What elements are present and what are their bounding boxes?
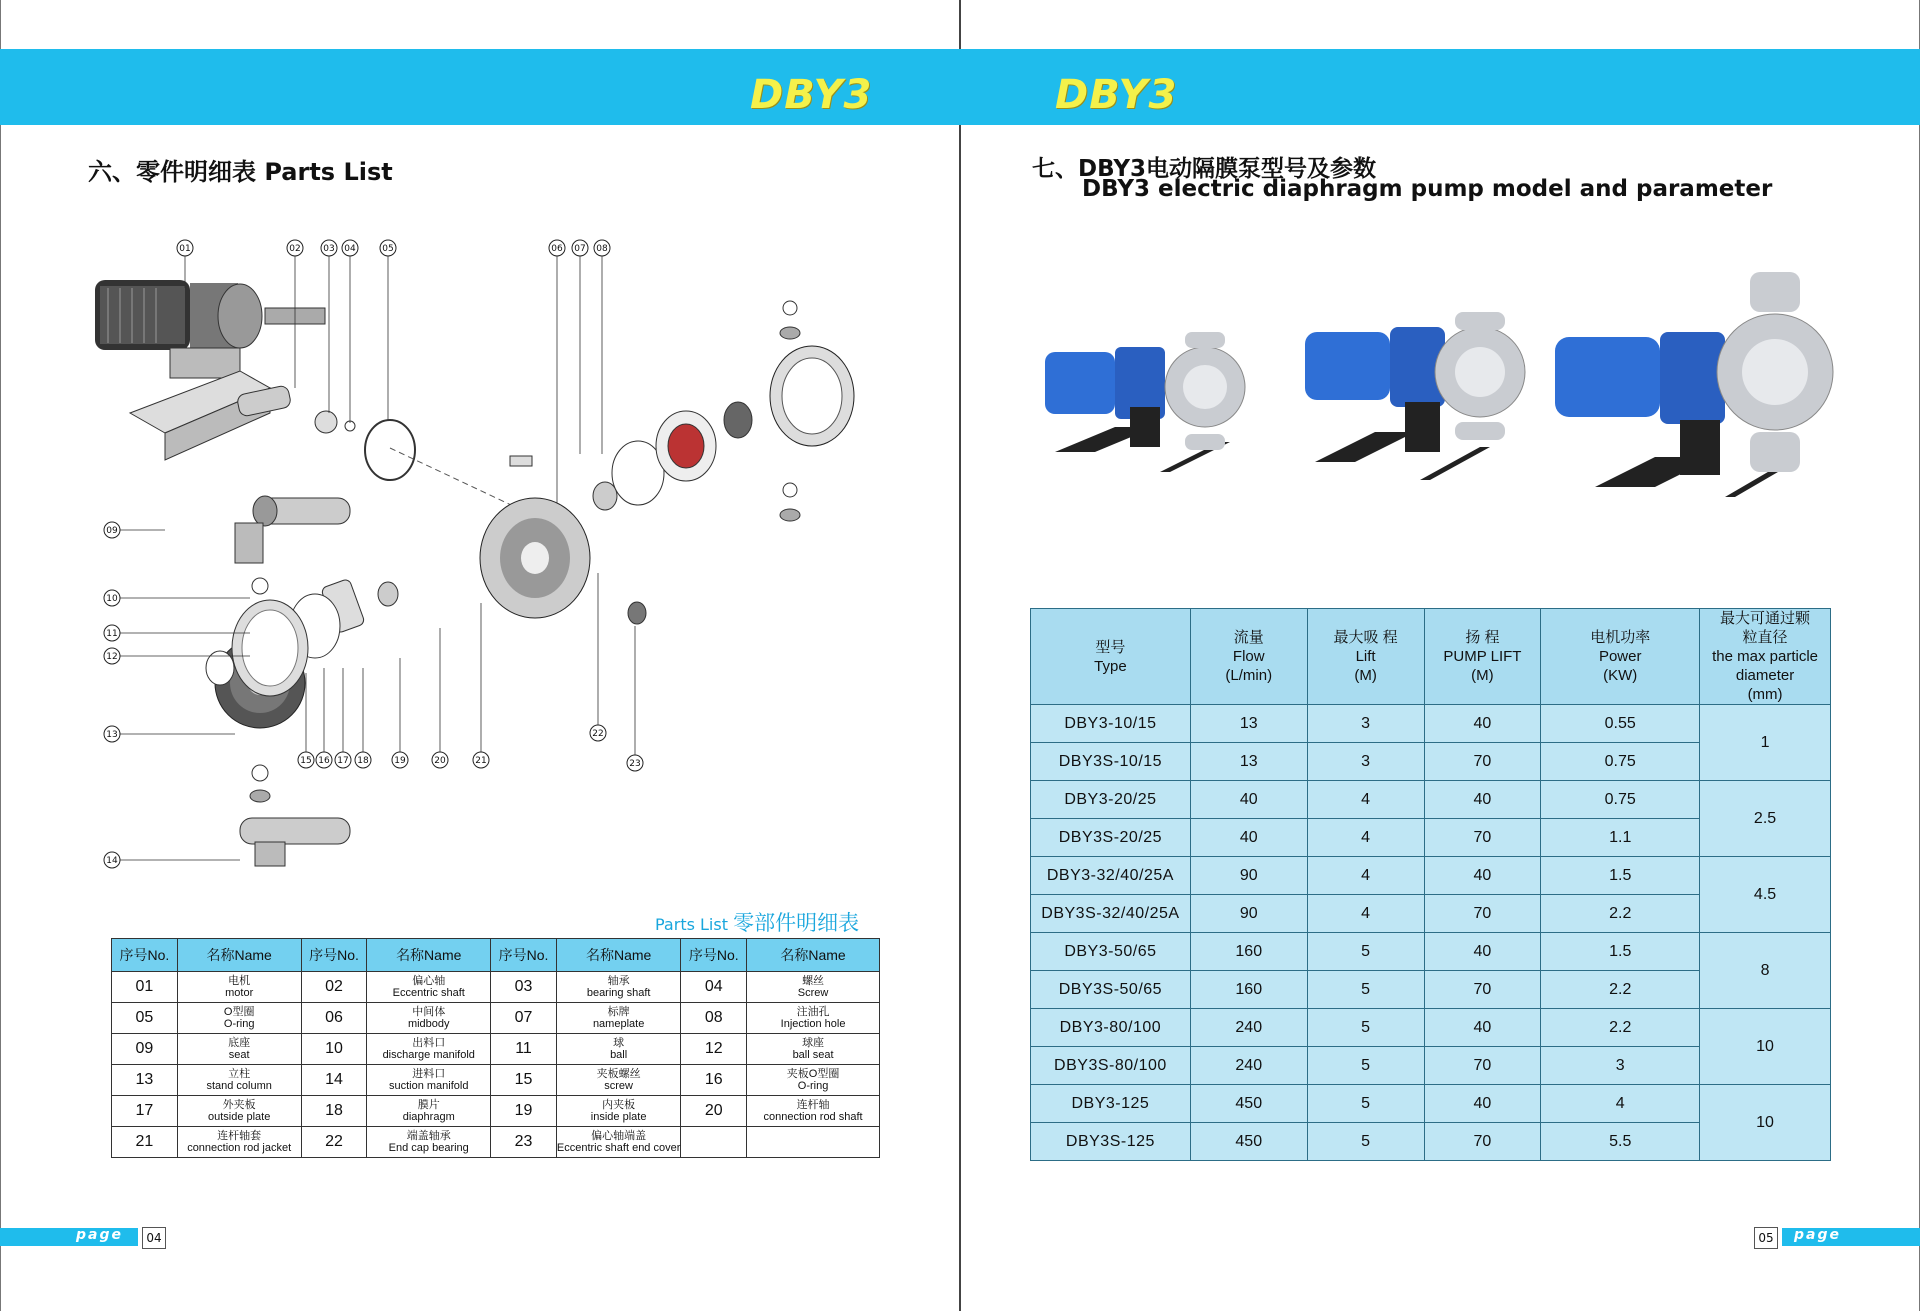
model-type: DBY3S-125: [1031, 1123, 1191, 1161]
lift-value: 4: [1307, 857, 1424, 895]
part-name: [177, 1127, 301, 1158]
part-name-en: O-ring: [223, 1018, 255, 1030]
spec-col-header-line: (M): [1471, 667, 1494, 684]
part-name-en: midbody: [407, 1018, 450, 1030]
power-value: 2.2: [1541, 1009, 1700, 1047]
parts-list-heading: 六、零件明细表 Parts List: [88, 158, 393, 186]
model-type: DBY3S-10/15: [1031, 743, 1191, 781]
model-type: DBY3-32/40/25A: [1031, 857, 1191, 895]
part-name: [747, 1034, 880, 1065]
part-name: [556, 1096, 681, 1127]
part-name-cn: 偏心轴: [412, 975, 446, 987]
midbody-illustration: [480, 498, 590, 618]
part-name-en: connection rod shaft: [763, 1111, 863, 1123]
part-number: 15: [491, 1065, 557, 1096]
callout-05: 05: [382, 244, 394, 254]
part-name-en: discharge manifold: [382, 1049, 475, 1061]
callout-13: 13: [106, 730, 118, 740]
spec-table-row: [1031, 1009, 1831, 1047]
particle-diameter-value: 10: [1700, 1085, 1831, 1161]
spec-col-header-line: (KW): [1603, 667, 1638, 684]
part-name-cn: 进料口: [412, 1068, 446, 1080]
spec-col-header: [1700, 609, 1831, 705]
part-number: 16: [681, 1065, 747, 1096]
part-name: [556, 972, 681, 1003]
suction-manifold-illustration: [240, 818, 350, 866]
particle-diameter-value: 8: [1700, 933, 1831, 1009]
spec-col-header-line: PUMP LIFT: [1443, 648, 1522, 665]
model-parameter-table: [1030, 608, 1831, 1161]
spec-col-header-line: 型号: [1095, 638, 1126, 656]
parts-table-row: [112, 1003, 880, 1034]
footer-page-label-right: page: [1794, 1227, 1841, 1243]
model-type: DBY3-20/25: [1031, 781, 1191, 819]
flow-value: 450: [1190, 1085, 1307, 1123]
footer-page-label-left: page: [76, 1227, 123, 1243]
part-number: 11: [491, 1034, 557, 1065]
parts-table-row: [112, 1034, 880, 1065]
power-value: 4: [1541, 1085, 1700, 1123]
pump-lift-value: 40: [1424, 1009, 1541, 1047]
parts-caption-cn: 零部件明细表: [733, 911, 860, 935]
part-name: [747, 1127, 880, 1158]
spec-col-header: [1541, 609, 1700, 705]
pump-photo-medium: [1305, 312, 1525, 480]
parts-table-header: [112, 939, 880, 972]
model-parameter-heading-en: DBY3 electric diaphragm pump model and parameter: [1082, 176, 1773, 202]
spec-col-header-line: Type: [1094, 657, 1127, 675]
part-name: [556, 1003, 681, 1034]
power-value: 3: [1541, 1047, 1700, 1085]
pump-photos: [1035, 262, 1840, 502]
parts-caption-en: Parts List: [655, 915, 728, 934]
model-type: DBY3-10/15: [1031, 705, 1191, 743]
part-number: 03: [491, 972, 557, 1003]
part-name: [367, 1127, 491, 1158]
part-number: 23: [491, 1127, 557, 1158]
spec-col-header-line: 粒直径: [1742, 629, 1788, 646]
part-name-cn: 注油孔: [796, 1006, 830, 1018]
part-name-en: ball seat: [792, 1049, 834, 1061]
col-header-name: 名称Name: [747, 939, 880, 972]
callout-08: 08: [596, 244, 608, 254]
callout-07: 07: [574, 244, 586, 254]
flow-value: 90: [1190, 857, 1307, 895]
model-type: DBY3-80/100: [1031, 1009, 1191, 1047]
spec-col-header-line: 流量: [1233, 629, 1264, 646]
spec-col-header-line: (M): [1354, 667, 1377, 684]
parts-table-row: [112, 972, 880, 1003]
part-name-en: suction manifold: [388, 1080, 469, 1092]
part-name: [367, 972, 491, 1003]
part-name-cn: 电机: [228, 975, 251, 987]
part-name-en: End cap bearing: [388, 1142, 469, 1154]
callout-12: 12: [106, 652, 118, 662]
part-name-cn: 标牌: [607, 1006, 630, 1018]
col-header-name: 名称Name: [367, 939, 491, 972]
flow-value: 160: [1190, 933, 1307, 971]
part-number: 10: [301, 1034, 367, 1065]
model-type: DBY3S-50/65: [1031, 971, 1191, 1009]
part-name-cn: 膜片: [417, 1099, 440, 1111]
flow-value: 13: [1190, 705, 1307, 743]
part-number: 17: [112, 1096, 178, 1127]
lift-value: 5: [1307, 971, 1424, 1009]
lift-value: 5: [1307, 1123, 1424, 1161]
page-number-left: 04: [142, 1227, 166, 1249]
spec-col-header: [1424, 609, 1541, 705]
part-name: [367, 1096, 491, 1127]
power-value: 2.2: [1541, 971, 1700, 1009]
part-name-cn: 中间体: [412, 1006, 446, 1018]
part-name-cn: 底座: [228, 1037, 251, 1049]
model-type: DBY3-50/65: [1031, 933, 1191, 971]
power-value: 0.55: [1541, 705, 1700, 743]
page-number-right: 05: [1754, 1227, 1778, 1249]
part-name: [747, 1065, 880, 1096]
callout-21: 21: [475, 756, 487, 766]
pump-lift-value: 70: [1424, 1047, 1541, 1085]
part-name: [367, 1065, 491, 1096]
part-name-en: Screw: [797, 987, 829, 999]
pump-lift-value: 40: [1424, 781, 1541, 819]
part-name-cn: 夹板O型圈: [786, 1068, 840, 1080]
part-name: [177, 972, 301, 1003]
pump-lift-value: 70: [1424, 743, 1541, 781]
model-type: DBY3S-32/40/25A: [1031, 895, 1191, 933]
spec-table-row: [1031, 705, 1831, 743]
part-name-en: bearing shaft: [586, 987, 651, 999]
parts-table-row: [112, 1127, 880, 1158]
callout-18: 18: [357, 756, 369, 766]
parts-table-row: [112, 1096, 880, 1127]
lift-value: 5: [1307, 1085, 1424, 1123]
power-value: 0.75: [1541, 743, 1700, 781]
part-name: [556, 1034, 681, 1065]
lift-value: 4: [1307, 819, 1424, 857]
brand-title-right: DBY3: [1055, 72, 1178, 118]
part-name-cn: 端盖轴承: [406, 1130, 451, 1142]
flow-value: 40: [1190, 781, 1307, 819]
part-number: [681, 1127, 747, 1158]
part-name-en: seat: [228, 1049, 250, 1061]
callout-22: 22: [592, 729, 604, 739]
callout-11: 11: [106, 629, 118, 639]
part-name-en: Eccentric shaft: [392, 987, 465, 999]
part-name: [177, 1003, 301, 1034]
model-type: DBY3S-20/25: [1031, 819, 1191, 857]
spec-col-header-line: diameter: [1735, 667, 1795, 684]
part-name-en: diaphragm: [402, 1111, 455, 1123]
model-parameter-heading-cn: 七、DBY3电动隔膜泵型号及参数: [1032, 156, 1377, 182]
part-name: [747, 1003, 880, 1034]
flow-value: 240: [1190, 1047, 1307, 1085]
pump-lift-value: 70: [1424, 1123, 1541, 1161]
spec-col-header-line: Power: [1598, 648, 1642, 665]
part-name-en: screw: [604, 1080, 633, 1092]
callout-02: 02: [289, 244, 301, 254]
lift-value: 5: [1307, 1047, 1424, 1085]
particle-diameter-value: 10: [1700, 1009, 1831, 1085]
part-name: [177, 1096, 301, 1127]
part-name: [367, 1003, 491, 1034]
flow-value: 13: [1190, 743, 1307, 781]
part-name-cn: 偏心轴端盖: [591, 1130, 647, 1142]
part-number: 20: [681, 1096, 747, 1127]
particle-diameter-value: 4.5: [1700, 857, 1831, 933]
power-value: 1.5: [1541, 933, 1700, 971]
spec-col-header-line: (L/min): [1225, 667, 1273, 684]
callout-06: 06: [551, 244, 563, 254]
col-header-name: 名称Name: [556, 939, 681, 972]
power-value: 0.75: [1541, 781, 1700, 819]
left-page-edge: [0, 0, 1, 1311]
flow-value: 450: [1190, 1123, 1307, 1161]
part-name-en: nameplate: [592, 1018, 645, 1030]
part-number: 13: [112, 1065, 178, 1096]
part-name-cn: 螺丝: [802, 975, 825, 987]
part-number: 07: [491, 1003, 557, 1034]
motor-illustration: [95, 280, 325, 378]
part-number: 02: [301, 972, 367, 1003]
part-name-cn: 夹板螺丝: [596, 1068, 641, 1080]
part-number: 04: [681, 972, 747, 1003]
parts-table-row: [112, 1065, 880, 1096]
part-number: 12: [681, 1034, 747, 1065]
header-banner: [0, 49, 1920, 125]
model-type: DBY3S-80/100: [1031, 1047, 1191, 1085]
part-name-en: connection rod jacket: [187, 1142, 292, 1154]
page-spine: [959, 0, 961, 1311]
spec-table-row: [1031, 857, 1831, 895]
part-name-cn: 连杆轴套: [217, 1130, 262, 1142]
part-name-cn: O型圈: [223, 1006, 255, 1018]
spec-table-row: [1031, 933, 1831, 971]
pump-lift-value: 70: [1424, 895, 1541, 933]
lift-value: 4: [1307, 781, 1424, 819]
part-number: 06: [301, 1003, 367, 1034]
part-number: 01: [112, 972, 178, 1003]
power-value: 1.5: [1541, 857, 1700, 895]
spec-col-header-line: 最大吸 程: [1333, 629, 1398, 646]
spec-col-header: [1307, 609, 1424, 705]
part-name-en: stand column: [206, 1080, 272, 1092]
callout-14: 14: [106, 856, 118, 866]
col-header-name: 名称Name: [177, 939, 301, 972]
outer-cover-illustration: [770, 346, 854, 446]
callout-15: 15: [300, 756, 312, 766]
power-value: 5.5: [1541, 1123, 1700, 1161]
spec-table-row: [1031, 1085, 1831, 1123]
flow-value: 40: [1190, 819, 1307, 857]
callout-04: 04: [344, 244, 356, 254]
part-name: [367, 1034, 491, 1065]
pump-lift-value: 40: [1424, 1085, 1541, 1123]
part-number: 08: [681, 1003, 747, 1034]
lift-value: 3: [1307, 743, 1424, 781]
col-header-no: 序号No.: [112, 939, 178, 972]
pump-photo-large: [1555, 272, 1833, 497]
callout-17: 17: [337, 756, 349, 766]
part-number: 09: [112, 1034, 178, 1065]
spec-col-header-line: the max particle: [1712, 648, 1818, 665]
callout-20: 20: [434, 756, 446, 766]
part-name: [556, 1065, 681, 1096]
pump-lift-value: 40: [1424, 933, 1541, 971]
part-name-en: Injection hole: [780, 1018, 846, 1030]
parts-table: [111, 938, 880, 1158]
part-name-cn: 轴承: [607, 975, 630, 987]
part-name-cn: 出料口: [412, 1037, 446, 1049]
spec-table-row: [1031, 781, 1831, 819]
lift-value: 4: [1307, 895, 1424, 933]
part-name-en: ball: [610, 1049, 628, 1061]
spec-col-header-line: (mm): [1747, 686, 1783, 703]
part-number: 05: [112, 1003, 178, 1034]
spec-col-header-line: 最大可通过颗: [1720, 610, 1811, 627]
part-name-cn: 外夹板: [222, 1099, 256, 1111]
spec-col-header: [1031, 609, 1191, 705]
callout-03: 03: [323, 244, 335, 254]
part-name-cn: 立柱: [228, 1068, 251, 1080]
pump-lift-value: 40: [1424, 705, 1541, 743]
part-name: [177, 1034, 301, 1065]
spec-col-header: [1190, 609, 1307, 705]
spec-col-header-line: 扬 程: [1465, 629, 1500, 646]
part-name-en: O-ring: [797, 1080, 829, 1092]
brand-title-left: DBY3: [750, 72, 873, 118]
spec-col-header-line: Lift: [1355, 648, 1376, 665]
part-name-cn: 球: [613, 1037, 625, 1049]
pump-lift-value: 70: [1424, 971, 1541, 1009]
callout-01: 01: [179, 244, 191, 254]
col-header-no: 序号No.: [301, 939, 367, 972]
part-name-cn: 连杆轴: [796, 1099, 830, 1111]
part-name-en: Eccentric shaft end cover: [556, 1142, 681, 1154]
callout-10: 10: [106, 594, 118, 604]
part-name-en: outside plate: [207, 1111, 271, 1123]
part-number: 21: [112, 1127, 178, 1158]
lift-value: 5: [1307, 1009, 1424, 1047]
part-number: 18: [301, 1096, 367, 1127]
callout-19: 19: [394, 756, 406, 766]
part-name: [747, 972, 880, 1003]
spec-table-header: [1031, 609, 1831, 705]
pump-photo-small: [1045, 332, 1245, 472]
part-name: [747, 1096, 880, 1127]
pump-lift-value: 70: [1424, 819, 1541, 857]
power-value: 1.1: [1541, 819, 1700, 857]
callout-09: 09: [106, 526, 118, 536]
pump-lift-value: 40: [1424, 857, 1541, 895]
part-name: [556, 1127, 681, 1158]
particle-diameter-value: 1: [1700, 705, 1831, 781]
part-name-cn: 内夹板: [602, 1099, 636, 1111]
part-name-en: motor: [225, 987, 254, 999]
part-name: [177, 1065, 301, 1096]
col-header-no: 序号No.: [491, 939, 557, 972]
callout-23: 23: [629, 759, 641, 769]
callout-16: 16: [318, 756, 330, 766]
col-header-no: 序号No.: [681, 939, 747, 972]
spec-col-header-line: Flow: [1232, 648, 1265, 665]
discharge-manifold-illustration: [235, 496, 350, 563]
part-number: 14: [301, 1065, 367, 1096]
power-value: 2.2: [1541, 895, 1700, 933]
particle-diameter-value: 2.5: [1700, 781, 1831, 857]
flow-value: 90: [1190, 895, 1307, 933]
part-name-en: inside plate: [590, 1111, 647, 1123]
part-number: 19: [491, 1096, 557, 1127]
exploded-view-diagram: [90, 228, 890, 878]
part-name-cn: 球座: [802, 1037, 825, 1049]
flow-value: 160: [1190, 971, 1307, 1009]
parts-table-caption: [655, 907, 859, 937]
flow-value: 240: [1190, 1009, 1307, 1047]
model-type: DBY3-125: [1031, 1085, 1191, 1123]
spec-col-header-line: 电机功率: [1590, 629, 1651, 646]
lift-value: 5: [1307, 933, 1424, 971]
lift-value: 3: [1307, 705, 1424, 743]
part-number: 22: [301, 1127, 367, 1158]
